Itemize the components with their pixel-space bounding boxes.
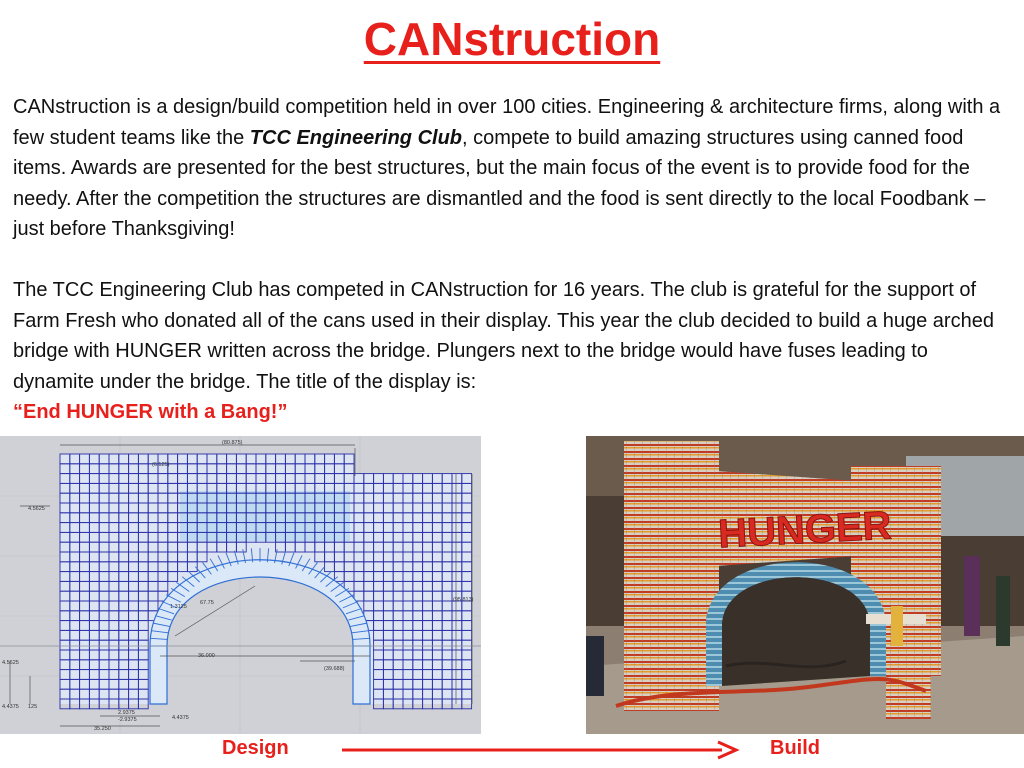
club-name-emphasis: TCC Engineering Club [249, 126, 463, 149]
design-to-build-arrow [340, 738, 740, 762]
dim-base-c: 4.4375 [172, 715, 189, 721]
intro-text-start: CANstruction is a design/build competition held in over 100 cities. Engineering & architecture firms, along with a few student teams like the [13, 96, 1001, 149]
build-photo-svg [586, 436, 1024, 734]
dim-arch-span: 36.000 [198, 653, 215, 659]
dim-total-height: (95.813) [453, 597, 474, 603]
dim-notch: (6.125) [152, 462, 170, 468]
display-title: “End HUNGER with a Bang!” [13, 401, 288, 423]
dim-base-small-2: 125 [28, 704, 38, 710]
slide-title: CANstruction [363, 13, 661, 65]
caption-design: Design [222, 737, 289, 759]
hunger-sign: HUNGER [717, 503, 893, 557]
paragraph-intro [13, 92, 1013, 245]
dim-arch-radius: 67.75 [200, 600, 214, 606]
dim-top-width: (80.875) [222, 440, 243, 446]
body-text [13, 92, 1013, 428]
dim-base-total: 35.250 [94, 726, 111, 732]
dim-base-a: 2.9375 [118, 710, 135, 716]
dim-arch-gap: 1.3125 [170, 604, 187, 610]
dim-base-b: -2.9375 [118, 717, 137, 723]
dim-left-height: 4.5625 [28, 506, 45, 512]
club-text: The TCC Engineering Club has competed in CANstruction for 16 years. The club is grateful for the support of Farm Fresh who donated all of the cans used in their display. This year the club decided to build a huge arched bridge with HUNGER written across the bridge. Plungers next to the bridge would have fuses leading to dynamite under the bridge. The title of the display is: [13, 279, 994, 393]
caption-build: Build [770, 737, 820, 759]
design-drawing-svg [0, 436, 481, 734]
intro-text-end: , compete to build amazing structures using canned food items. Awards are presented for the best structures, but the main focus of the event is to provide food for the needy. After the competition the structures are dismantled and the food is sent directly to the local Foodbank – just before Thanksgiving! [13, 126, 986, 240]
dim-base-left: 4.5625 [2, 660, 19, 666]
design-drawing [0, 436, 481, 734]
paragraph-club [13, 275, 1013, 428]
dim-base-small-1: 4.4375 [2, 704, 19, 710]
build-photo [586, 436, 1024, 734]
dim-pillar-height: (39.688) [324, 666, 345, 672]
